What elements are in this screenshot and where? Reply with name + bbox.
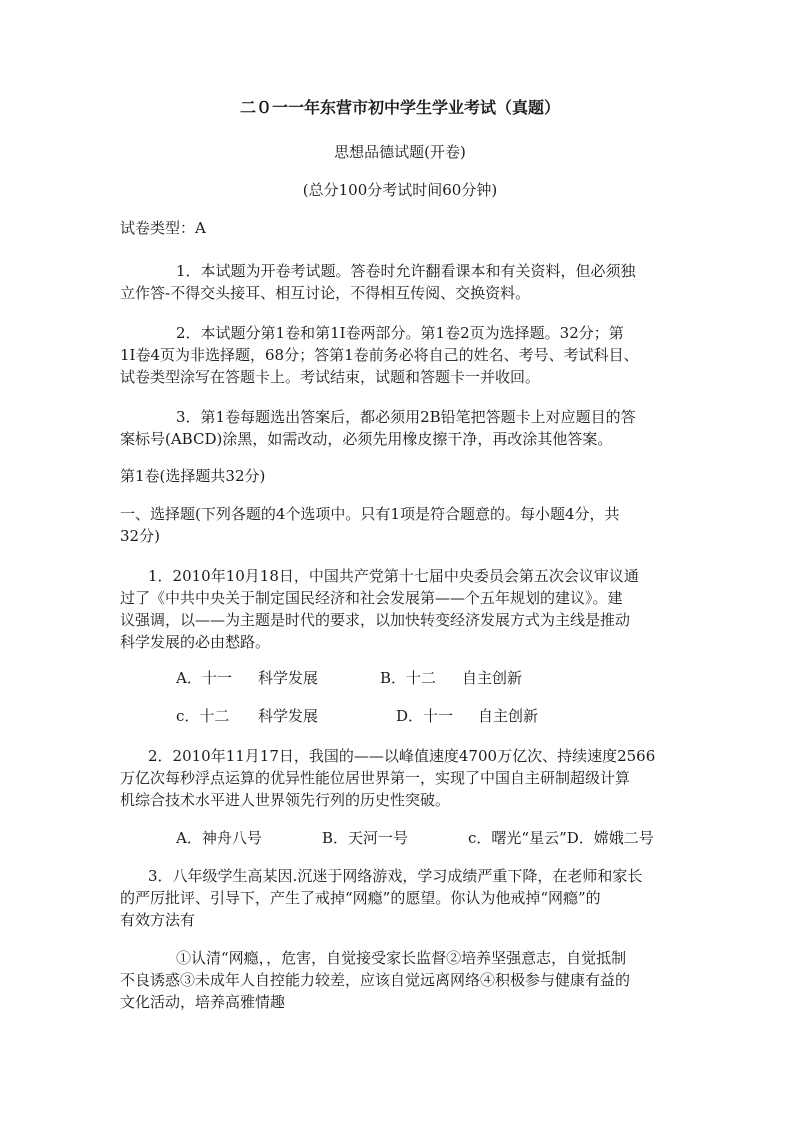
- part-heading-line-1: 一、选择题(下列各题的4个选项中。只有1项是符合题意的。每小题4分，共: [120, 505, 620, 523]
- question-2-line-3: 机综合技术水平进人世界领先行列的历史性突破。: [120, 791, 451, 809]
- exam-title: 二０一一年东营市初中学生学业考试（真题）: [239, 98, 560, 117]
- question-1-option-c-text: 科学发展: [258, 707, 319, 725]
- question-3-statement-line-3: 文化活动，培养高雅情趣: [120, 993, 286, 1011]
- question-1-line-1: 1．2010年10月18日，中国共产党第十七届中央委员会第五次会议审议通: [148, 567, 639, 585]
- exam-meta: (总分100分考试时间60分钟): [302, 181, 498, 199]
- paper-type: 试卷类型：A: [120, 219, 206, 237]
- question-1-option-c: c．十二: [176, 707, 230, 725]
- question-3-statement-line-1: ①认清“网瘾，，危害，自觉接受家长监督②培养坚强意志，自觉抵制: [176, 949, 627, 967]
- instruction-3-line-2: 案标号(ABCD)涂黑，如需改动，必须先用橡皮擦干净，再改涂其他答案。: [120, 430, 613, 448]
- question-1-line-4: 科学发展的必由慭路。: [120, 633, 271, 651]
- instruction-2-line-2: 1I卷4页为非选择题，68分；答第1卷前务必将自己的姓名、考号、考试科目、: [120, 346, 639, 364]
- question-1-option-d-text: 自主创新: [478, 707, 539, 725]
- part-heading-line-2: 32分): [120, 527, 160, 545]
- question-1-option-a-text: 科学发展: [258, 669, 319, 687]
- instruction-1-line-2: 立作答-不得交头接耳、相互讨论，不得相互传阅、交换资料。: [120, 284, 531, 302]
- question-1-option-a: [176, 668, 232, 688]
- question-2-option-b: B．天河一号: [322, 829, 409, 847]
- question-2-option-a: A．神舟八号: [176, 829, 262, 847]
- question-1-option-b: B．十二: [380, 669, 437, 687]
- question-3-line-2: 的严厉批评、引导下，产生了戒掉“网瘾”的愿望。你认为他戒掉“网瘾”的: [120, 889, 601, 907]
- question-1-line-2: 过了《中共中央关于制定国民经济和社会发展第——个五年规划的建议》。建: [120, 589, 623, 607]
- question-3-statement-line-2: 不良诱惑③未成年人自控能力较差，应该自觉远离网络④积极参与健康有益的: [120, 971, 631, 989]
- question-3-line-1: 3．八年级学生高某因.沉迷于网络游戏，学习成绩严重下降，在老师和家长: [148, 867, 643, 885]
- question-1-line-3: 议强调，以——为主题是时代的要求，以加快转变经济发展方式为主线是推动: [120, 611, 631, 629]
- instruction-2-line-3: 试卷类型涂写在答题卡上。考试结束，试题和答题卡一并收回。: [120, 368, 541, 386]
- question-2-line-2: 万亿次每秒浮点运算的优异性能位居世界第一，实现了中国自主研制超级计算: [120, 769, 631, 787]
- question-2-line-1: 2．2010年11月17日，我国的——以峰值速度4700万亿次、持续速度2566: [148, 747, 656, 765]
- instruction-2-line-1: 2．本试题分第1卷和第1I卷两部分。第1卷2页为选择题。32分；第: [176, 324, 624, 342]
- instruction-3-line-1: 3．第1卷每题选出答案后，都必须用2B铅笔把答题卡上对应题目的答: [176, 408, 636, 426]
- question-3-line-3: 有效方法有: [120, 911, 196, 929]
- exam-subtitle: 思想品德试题(开卷): [334, 143, 466, 161]
- question-2-option-cd: c．曙光“星云”D．嫦娥二号: [468, 829, 654, 847]
- section-heading: 第1卷(选择题共32分): [120, 467, 266, 485]
- question-1-option-d: D．十一: [396, 707, 454, 725]
- option-a-letter: A．十一: [176, 669, 232, 687]
- question-1-option-b-text: 自主创新: [462, 669, 523, 687]
- instruction-1-line-1: 1．本试题为开卷考试题。答卷时允许翻看课本和有关资料，但必须独: [176, 262, 636, 280]
